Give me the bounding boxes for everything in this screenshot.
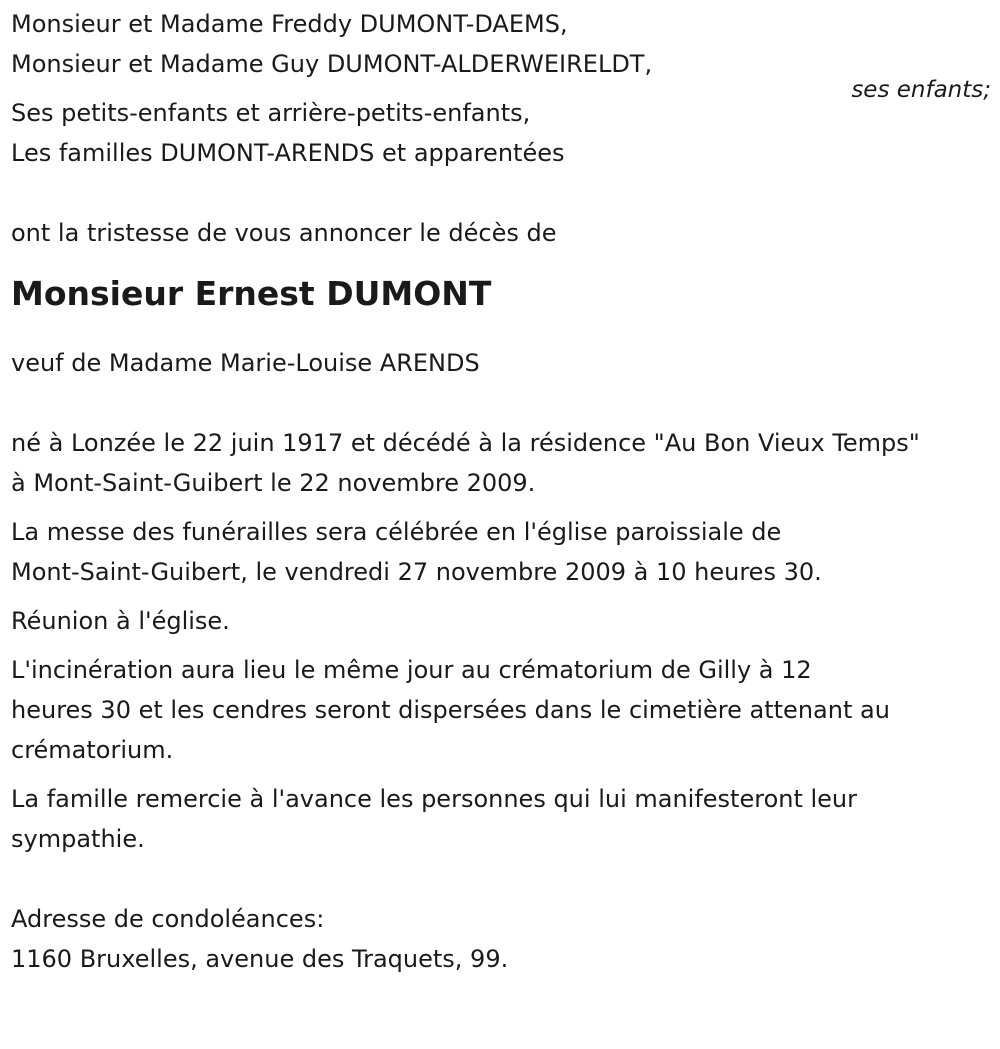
children-label: ses enfants; [851,77,991,103]
obituary-document [11,4,991,979]
cremation-line-3: crématorium. [11,736,174,764]
funeral-line-1: La messe des funérailles sera célébrée en l'église paroissiale de [11,518,782,546]
deceased-name: Monsieur Ernest DUMONT [11,274,492,313]
thanks-line-2: sympathie. [11,825,145,853]
condolences-address: 1160 Bruxelles, avenue des Traquets, 99. [11,945,509,973]
family-line-1: Monsieur et Madame Freddy DUMONT-DAEMS, [11,10,568,38]
family-line-3: Ses petits-enfants et arrière-petits-enfants, [11,99,531,127]
funeral-line-2: Mont-Saint-Guibert, le vendredi 27 novembre 2009 à 10 heures 30. [11,558,822,586]
birth-death-line-1: né à Lonzée le 22 juin 1917 et décédé à la résidence "Au Bon Vieux Temps" [11,429,920,457]
family-line-4: Les familles DUMONT-ARENDS et apparentées [11,139,565,167]
cremation-line-2: heures 30 et les cendres seront dispersées dans le cimetière attenant au [11,696,890,724]
announcement-text: ont la tristesse de vous annoncer le décès de [11,219,557,247]
family-line-2: Monsieur et Madame Guy DUMONT-ALDERWEIRELDT, [11,50,653,78]
cremation-line-1: L'incinération aura lieu le même jour au crématorium de Gilly à 12 [11,656,812,684]
meeting-text: Réunion à l'église. [11,607,230,635]
birth-death-line-2: à Mont-Saint-Guibert le 22 novembre 2009. [11,469,536,497]
thanks-line-1: La famille remercie à l'avance les personnes qui lui manifesteront leur [11,785,858,813]
widower-of-text: veuf de Madame Marie-Louise ARENDS [11,349,480,377]
condolences-label: Adresse de condoléances: [11,905,325,933]
